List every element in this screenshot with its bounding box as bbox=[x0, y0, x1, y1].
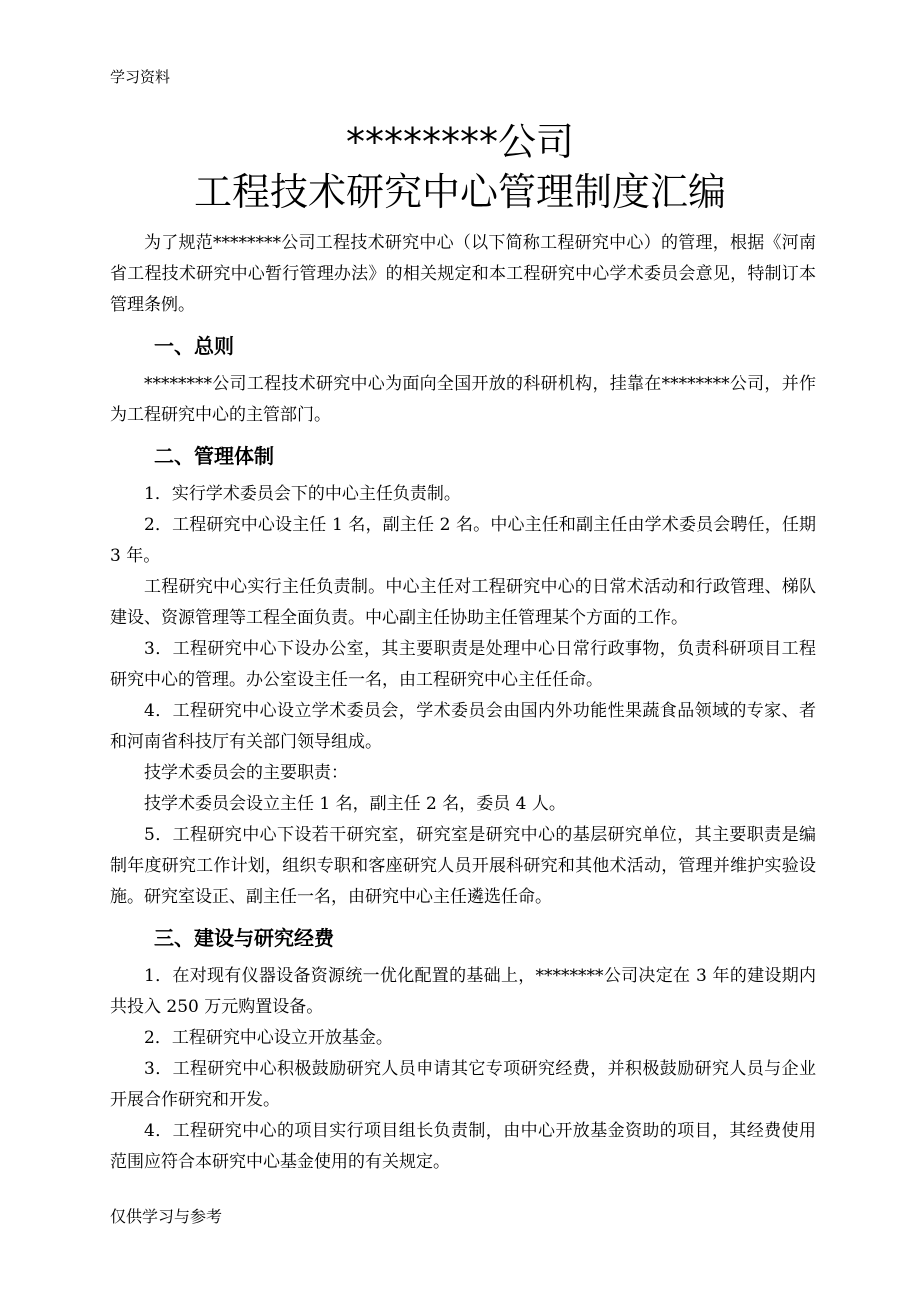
section-heading-general: 一、总则 bbox=[154, 334, 234, 358]
paragraph: 3．工程研究中心下设办公室，其主要职责是处理中心日常行政事物，负责科研项目工程研究中心的管理。办公室设主任一名，由工程研究中心主任任命。 bbox=[110, 639, 816, 690]
paragraph: 1．在对现有仪器设备资源统一优化配置的基础上，********公司决定在 3 年的建设期内共投入 250 万元购置设备。 bbox=[110, 966, 816, 1017]
paragraph: 2．工程研究中心设立开放基金。 bbox=[144, 1028, 393, 1048]
paragraph: 工程研究中心实行主任负责制。中心主任对工程研究中心的日常术活动和行政管理、梯队建设、资源管理等工程全面负责。中心副主任协助主任管理某个方面的工作。 bbox=[110, 577, 816, 628]
paragraph: 1．实行学术委员会下的中心主任负责制。 bbox=[144, 484, 461, 504]
page-footer: 仅供学习与参考 bbox=[110, 1207, 223, 1226]
paragraph: 2．工程研究中心设主任 1 名，副主任 2 名。中心主任和副主任由学术委员会聘任，任期 3 年。 bbox=[110, 515, 816, 566]
document-title-company: ********公司 bbox=[345, 120, 574, 164]
paragraph: ********公司工程技术研究中心为面向全国开放的科研机构，挂靠在********公司，并作为工程研究中心的主管部门。 bbox=[110, 374, 816, 425]
paragraph: 技学术委员会的主要职责： bbox=[144, 763, 348, 783]
paragraph: 4．工程研究中心设立学术委员会，学术委员会由国内外功能性果蔬食品领域的专家、者和河南省科技厅有关部门领导组成。 bbox=[110, 701, 816, 752]
paragraph: 技学术委员会设立主任 1 名，副主任 2 名，委员 4 人。 bbox=[144, 794, 566, 814]
section-heading-funding: 三、建设与研究经费 bbox=[154, 926, 334, 950]
document-body bbox=[110, 228, 816, 1178]
paragraph: 3．工程研究中心积极鼓励研究人员申请其它专项研究经费，并积极鼓励研究人员与企业开展合作研究和开发。 bbox=[110, 1059, 816, 1110]
section-heading-management: 二、管理体制 bbox=[154, 444, 274, 468]
paragraph: 5．工程研究中心下设若干研究室，研究室是研究中心的基层研究单位，其主要职责是编制年度研究工作计划，组织专职和客座研究人员开展科研究和其他术活动，管理并维护实验设施。研究室设正、副主任一名，由研究中心主任遴选任命。 bbox=[110, 825, 816, 907]
paragraph: 4．工程研究中心的项目实行项目组长负责制，由中心开放基金资助的项目，其经费使用范围应符合本研究中心基金使用的有关规定。 bbox=[110, 1121, 816, 1172]
intro-paragraph: 为了规范********公司工程技术研究中心（以下简称工程研究中心）的管理，根据《河南省工程技术研究中心暂行管理办法》的相关规定和本工程研究中心学术委员会意见，特制订本管理条例。 bbox=[110, 233, 816, 315]
document-title-main: 工程技术研究中心管理制度汇编 bbox=[193, 170, 726, 214]
page-header: 学习资料 bbox=[110, 68, 171, 86]
